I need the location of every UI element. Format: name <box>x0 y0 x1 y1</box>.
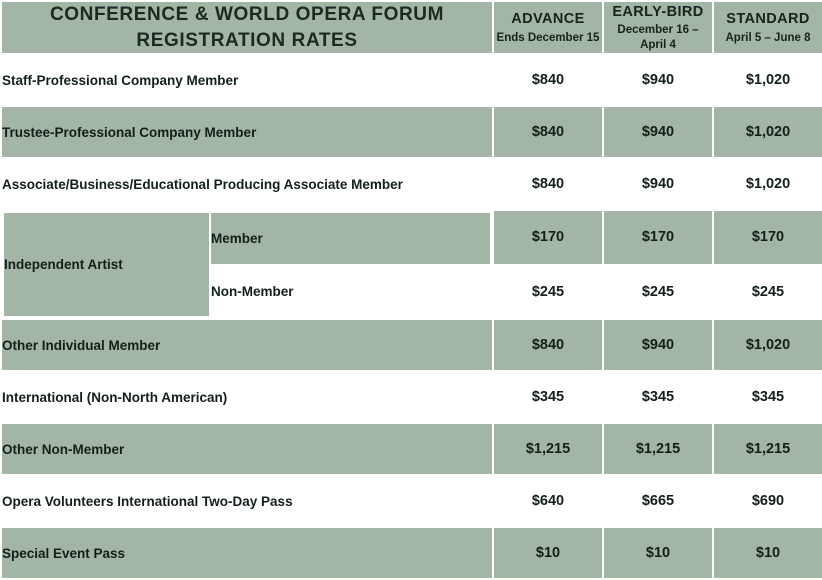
row-price-advance: $840 <box>493 319 603 371</box>
group-cell <box>1 210 493 320</box>
column-header-early-bird <box>603 1 713 54</box>
table-row <box>1 319 822 371</box>
table-row <box>1 54 822 106</box>
column-header-standard <box>713 1 822 54</box>
row-price-advance: $840 <box>493 106 603 158</box>
page-title: CONFERENCE & WORLD OPERA FORUM REGISTRATION RATES <box>1 1 493 54</box>
column-dates-label: December 16 – April 4 <box>617 24 699 52</box>
row-price-advance: $640 <box>493 475 603 527</box>
row-price-early-bird: $1,215 <box>603 423 713 475</box>
column-tier-label: ADVANCE <box>511 10 585 27</box>
table-row <box>1 423 822 475</box>
row-price-early-bird: $665 <box>603 475 713 527</box>
subrow-price-advance: $170 <box>493 210 603 265</box>
row-label: Other Non-Member <box>1 423 493 475</box>
row-price-early-bird: $940 <box>603 54 713 106</box>
row-price-early-bird: $10 <box>603 527 713 579</box>
row-label: Other Individual Member <box>1 319 493 371</box>
column-tier-label: STANDARD <box>726 10 810 27</box>
table-row <box>1 527 822 579</box>
row-label: Opera Volunteers International Two-Day Pass <box>1 475 493 527</box>
row-price-advance: $840 <box>493 158 603 210</box>
table-row <box>1 158 822 210</box>
row-price-advance: $1,215 <box>493 423 603 475</box>
subrow-price-early-bird: $170 <box>603 210 713 265</box>
table-row-group-first <box>1 210 822 265</box>
row-price-advance: $840 <box>493 54 603 106</box>
row-label: Trustee-Professional Company Member <box>1 106 493 158</box>
row-price-standard: $1,020 <box>713 106 822 158</box>
column-tier-label: EARLY-BIRD <box>612 3 704 20</box>
row-price-standard: $1,020 <box>713 319 822 371</box>
column-dates-label: April 5 – June 8 <box>725 31 811 44</box>
table-header-row <box>1 1 822 54</box>
row-price-early-bird: $345 <box>603 371 713 423</box>
row-price-standard: $690 <box>713 475 822 527</box>
table-row <box>1 475 822 527</box>
subrow-price-standard: $245 <box>713 265 822 320</box>
subrow-label: Non-Member <box>210 265 491 318</box>
row-price-standard: $1,215 <box>713 423 822 475</box>
row-label: International (Non-North American) <box>1 371 493 423</box>
subrow-price-early-bird: $245 <box>603 265 713 320</box>
group-subrow <box>3 212 491 265</box>
row-price-early-bird: $940 <box>603 158 713 210</box>
row-price-early-bird: $940 <box>603 319 713 371</box>
column-header-advance <box>493 1 603 54</box>
row-price-standard: $345 <box>713 371 822 423</box>
row-price-advance: $345 <box>493 371 603 423</box>
subrow-price-standard: $170 <box>713 210 822 265</box>
table-row <box>1 106 822 158</box>
column-dates-label: Ends December 15 <box>496 31 600 44</box>
subrow-price-advance: $245 <box>493 265 603 320</box>
table-row <box>1 371 822 423</box>
row-price-standard: $10 <box>713 527 822 579</box>
subrow-label: Member <box>210 212 491 265</box>
row-label: Staff-Professional Company Member <box>1 54 493 106</box>
group-label-independent-artist: Independent Artist <box>3 212 210 318</box>
row-label: Associate/Business/Educational Producing Associate Member <box>1 158 493 210</box>
row-label: Special Event Pass <box>1 527 493 579</box>
row-price-standard: $1,020 <box>713 54 822 106</box>
row-price-advance: $10 <box>493 527 603 579</box>
row-price-early-bird: $940 <box>603 106 713 158</box>
row-price-standard: $1,020 <box>713 158 822 210</box>
